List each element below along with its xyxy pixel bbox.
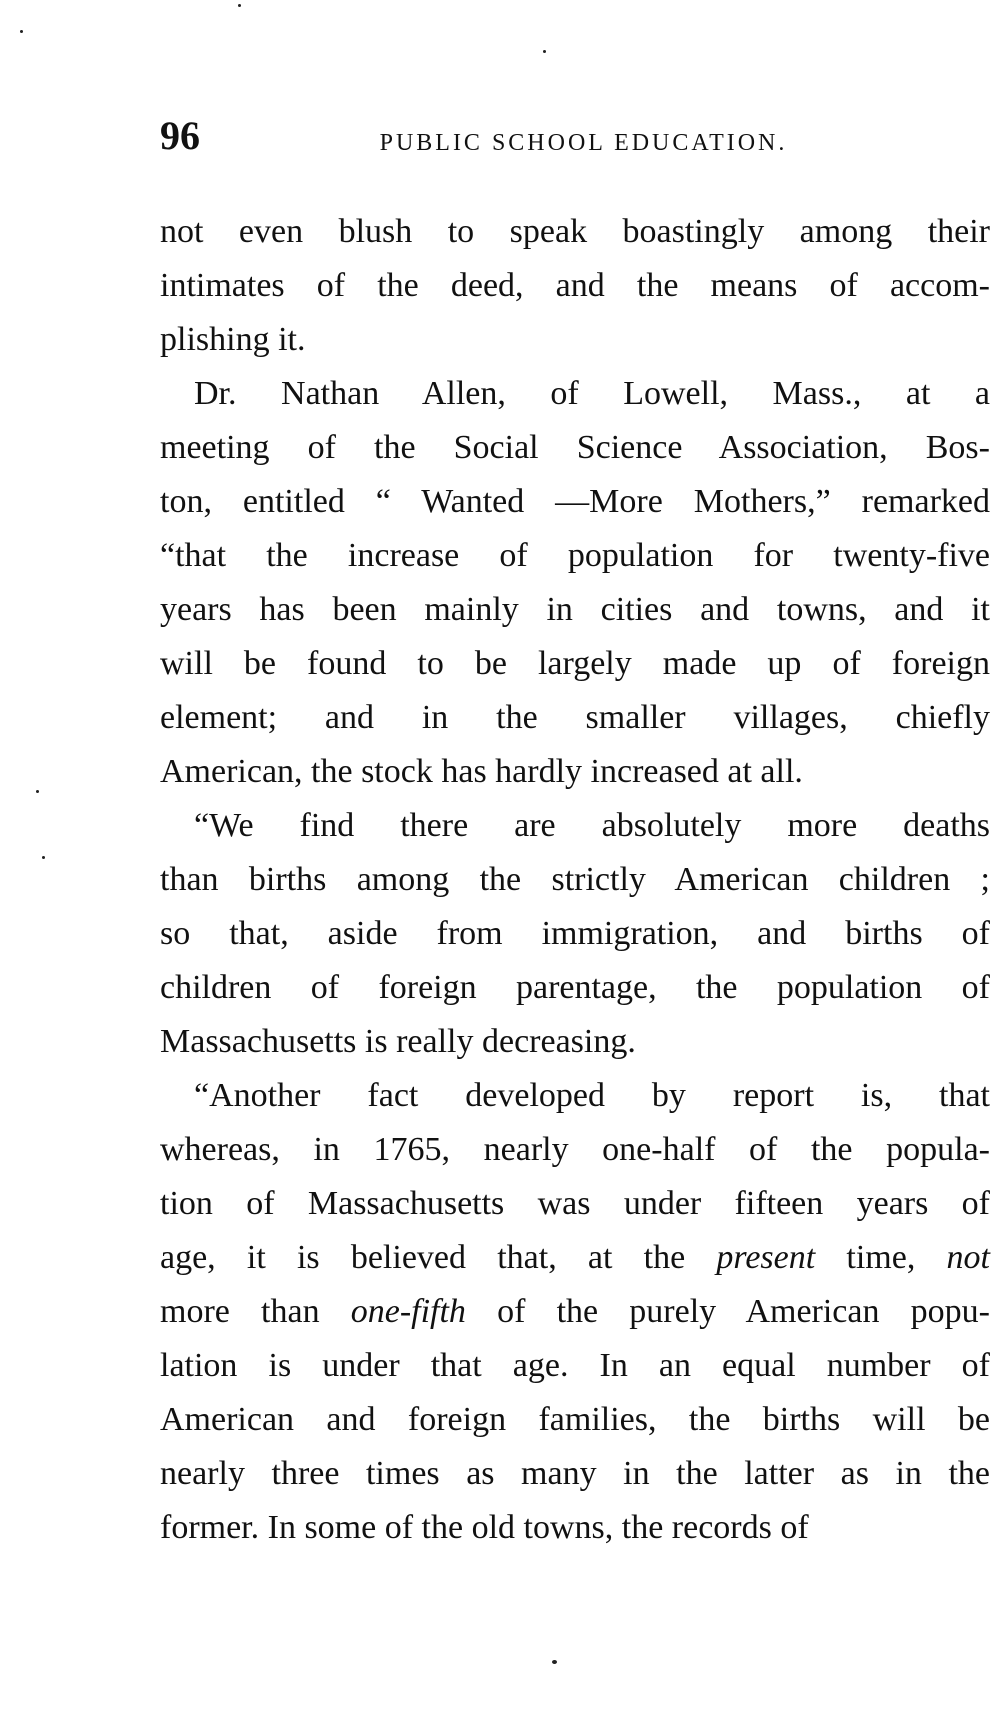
text-line: so that, aside from immigration, and births of [160,915,990,952]
text-line: lation is under that age. In an equal number of [160,1347,990,1384]
paragraph-4 [160,1069,990,1555]
text-line: children of foreign parentage, the population of [160,969,990,1006]
text-line: former. In some of the old towns, the records of [160,1509,809,1546]
paragraph-2 [160,367,990,799]
scan-speck [20,30,23,33]
running-head: PUBLIC SCHOOL EDUCATION. [379,130,788,156]
text-line: not even blush to speak boastingly among their [160,213,990,250]
text-run: of the purely American popu- [465,1293,990,1330]
text-line: Dr. Nathan Allen, of Lowell, Mass., at a [194,375,990,412]
text-line: tion of Massachusetts was under fifteen years of [160,1185,990,1222]
text-line: will be found to be largely made up of foreign [160,645,990,682]
text-line: whereas, in 1765, nearly one-half of the popula- [160,1131,990,1168]
text-line: meeting of the Social Science Association, Bos- [160,429,990,466]
text-line: American and foreign families, the births will be [160,1401,990,1438]
text-line: intimates of the deed, and the means of accom- [160,267,990,304]
italic-word: not [946,1239,990,1276]
scan-speck [238,4,241,7]
text-line-with-italics [160,1285,990,1339]
paragraph-3 [160,799,990,1069]
text-line: “Another fact developed by report is, that [194,1077,990,1114]
paragraph-1 [160,205,990,367]
body-text [160,205,990,1555]
text-line: nearly three times as many in the latter as in the [160,1455,990,1492]
scan-speck [42,856,45,859]
page-number: 96 [160,113,200,158]
italic-word: present [716,1239,816,1276]
text-run: time, [815,1239,947,1276]
text-line: “We find there are absolutely more deaths [194,807,990,844]
text-line: than births among the strictly American children ; [160,861,990,898]
text-line-with-italics [160,1231,990,1285]
italic-word: one-fifth [350,1293,466,1330]
text-line: plishing it. [160,321,306,358]
text-line: ton, entitled “ Wanted —More Mothers,” remarked [160,483,990,520]
scan-speck [543,50,546,53]
scan-speck [552,1660,557,1664]
text-line: years has been mainly in cities and towns, and it [160,591,990,628]
text-line: “that the increase of population for twenty-five [160,537,990,574]
text-line: American, the stock has hardly increased at all. [160,753,803,790]
text-run: more than [160,1293,351,1330]
text-line: element; and in the smaller villages, chiefly [160,699,990,736]
text-line: Massachusetts is really decreasing. [160,1023,636,1060]
scan-speck [36,790,39,793]
text-run: age, it is believed that, at the [160,1239,717,1276]
